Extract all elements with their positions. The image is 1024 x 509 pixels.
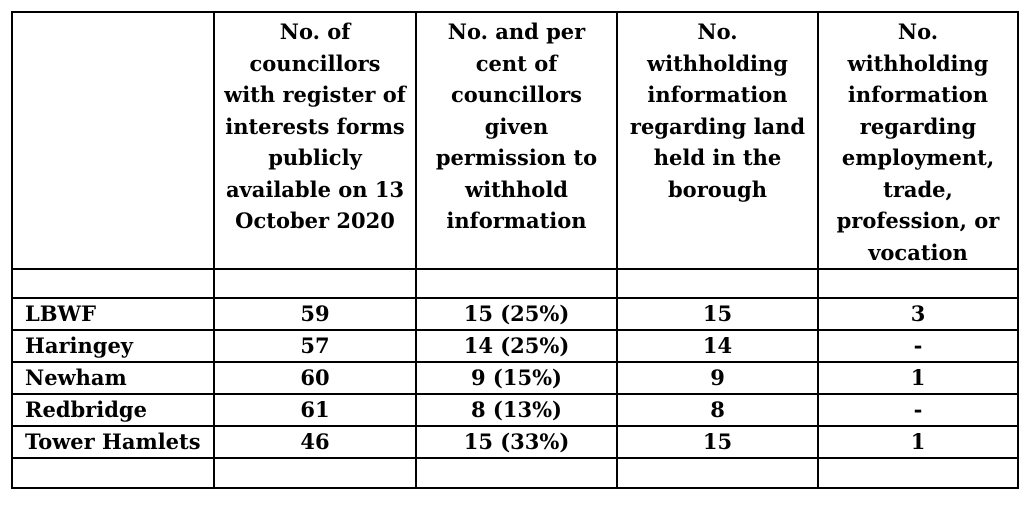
empty-cell [416, 269, 617, 298]
empty-cell [214, 458, 416, 488]
empty-cell [12, 269, 214, 298]
permission-count: 9 (15%) [416, 362, 617, 394]
forms-count: 60 [214, 362, 416, 394]
header-withholding-land: No. withholding information regarding land held in the borough [617, 12, 818, 269]
employment-count: 3 [818, 298, 1018, 330]
header-blank [12, 12, 214, 269]
empty-cell [617, 269, 818, 298]
empty-cell [617, 458, 818, 488]
empty-cell [818, 269, 1018, 298]
table-row [12, 394, 1018, 426]
table-row [12, 426, 1018, 458]
employment-count: 1 [818, 426, 1018, 458]
forms-count: 61 [214, 394, 416, 426]
forms-count: 46 [214, 426, 416, 458]
borough-name: Newham [12, 362, 214, 394]
header-withholding-employment: No. withholding information regarding employment, trade, profession, or vocation [818, 12, 1018, 269]
permission-count: 15 (33%) [416, 426, 617, 458]
empty-cell [818, 458, 1018, 488]
land-count: 9 [617, 362, 818, 394]
header-permission-withhold: No. and per cent of councillors given permission to withhold information [416, 12, 617, 269]
header-forms-available: No. of councillors with register of interests forms publicly available on 13 October 2020 [214, 12, 416, 269]
land-count: 15 [617, 298, 818, 330]
permission-count: 15 (25%) [416, 298, 617, 330]
permission-count: 8 (13%) [416, 394, 617, 426]
empty-cell [416, 458, 617, 488]
land-count: 14 [617, 330, 818, 362]
empty-cell [12, 458, 214, 488]
forms-count: 59 [214, 298, 416, 330]
table-row [12, 298, 1018, 330]
land-count: 15 [617, 426, 818, 458]
borough-name: Haringey [12, 330, 214, 362]
table-row [12, 362, 1018, 394]
forms-count: 57 [214, 330, 416, 362]
table-row [12, 330, 1018, 362]
borough-name: Redbridge [12, 394, 214, 426]
borough-name: Tower Hamlets [12, 426, 214, 458]
header-row [12, 12, 1018, 269]
borough-name: LBWF [12, 298, 214, 330]
permission-count: 14 (25%) [416, 330, 617, 362]
employment-count: - [818, 330, 1018, 362]
trailing-empty-row [12, 458, 1018, 488]
employment-count: - [818, 394, 1018, 426]
land-count: 8 [617, 394, 818, 426]
employment-count: 1 [818, 362, 1018, 394]
empty-cell [214, 269, 416, 298]
councillors-interests-table [11, 11, 1019, 489]
spacer-row [12, 269, 1018, 298]
